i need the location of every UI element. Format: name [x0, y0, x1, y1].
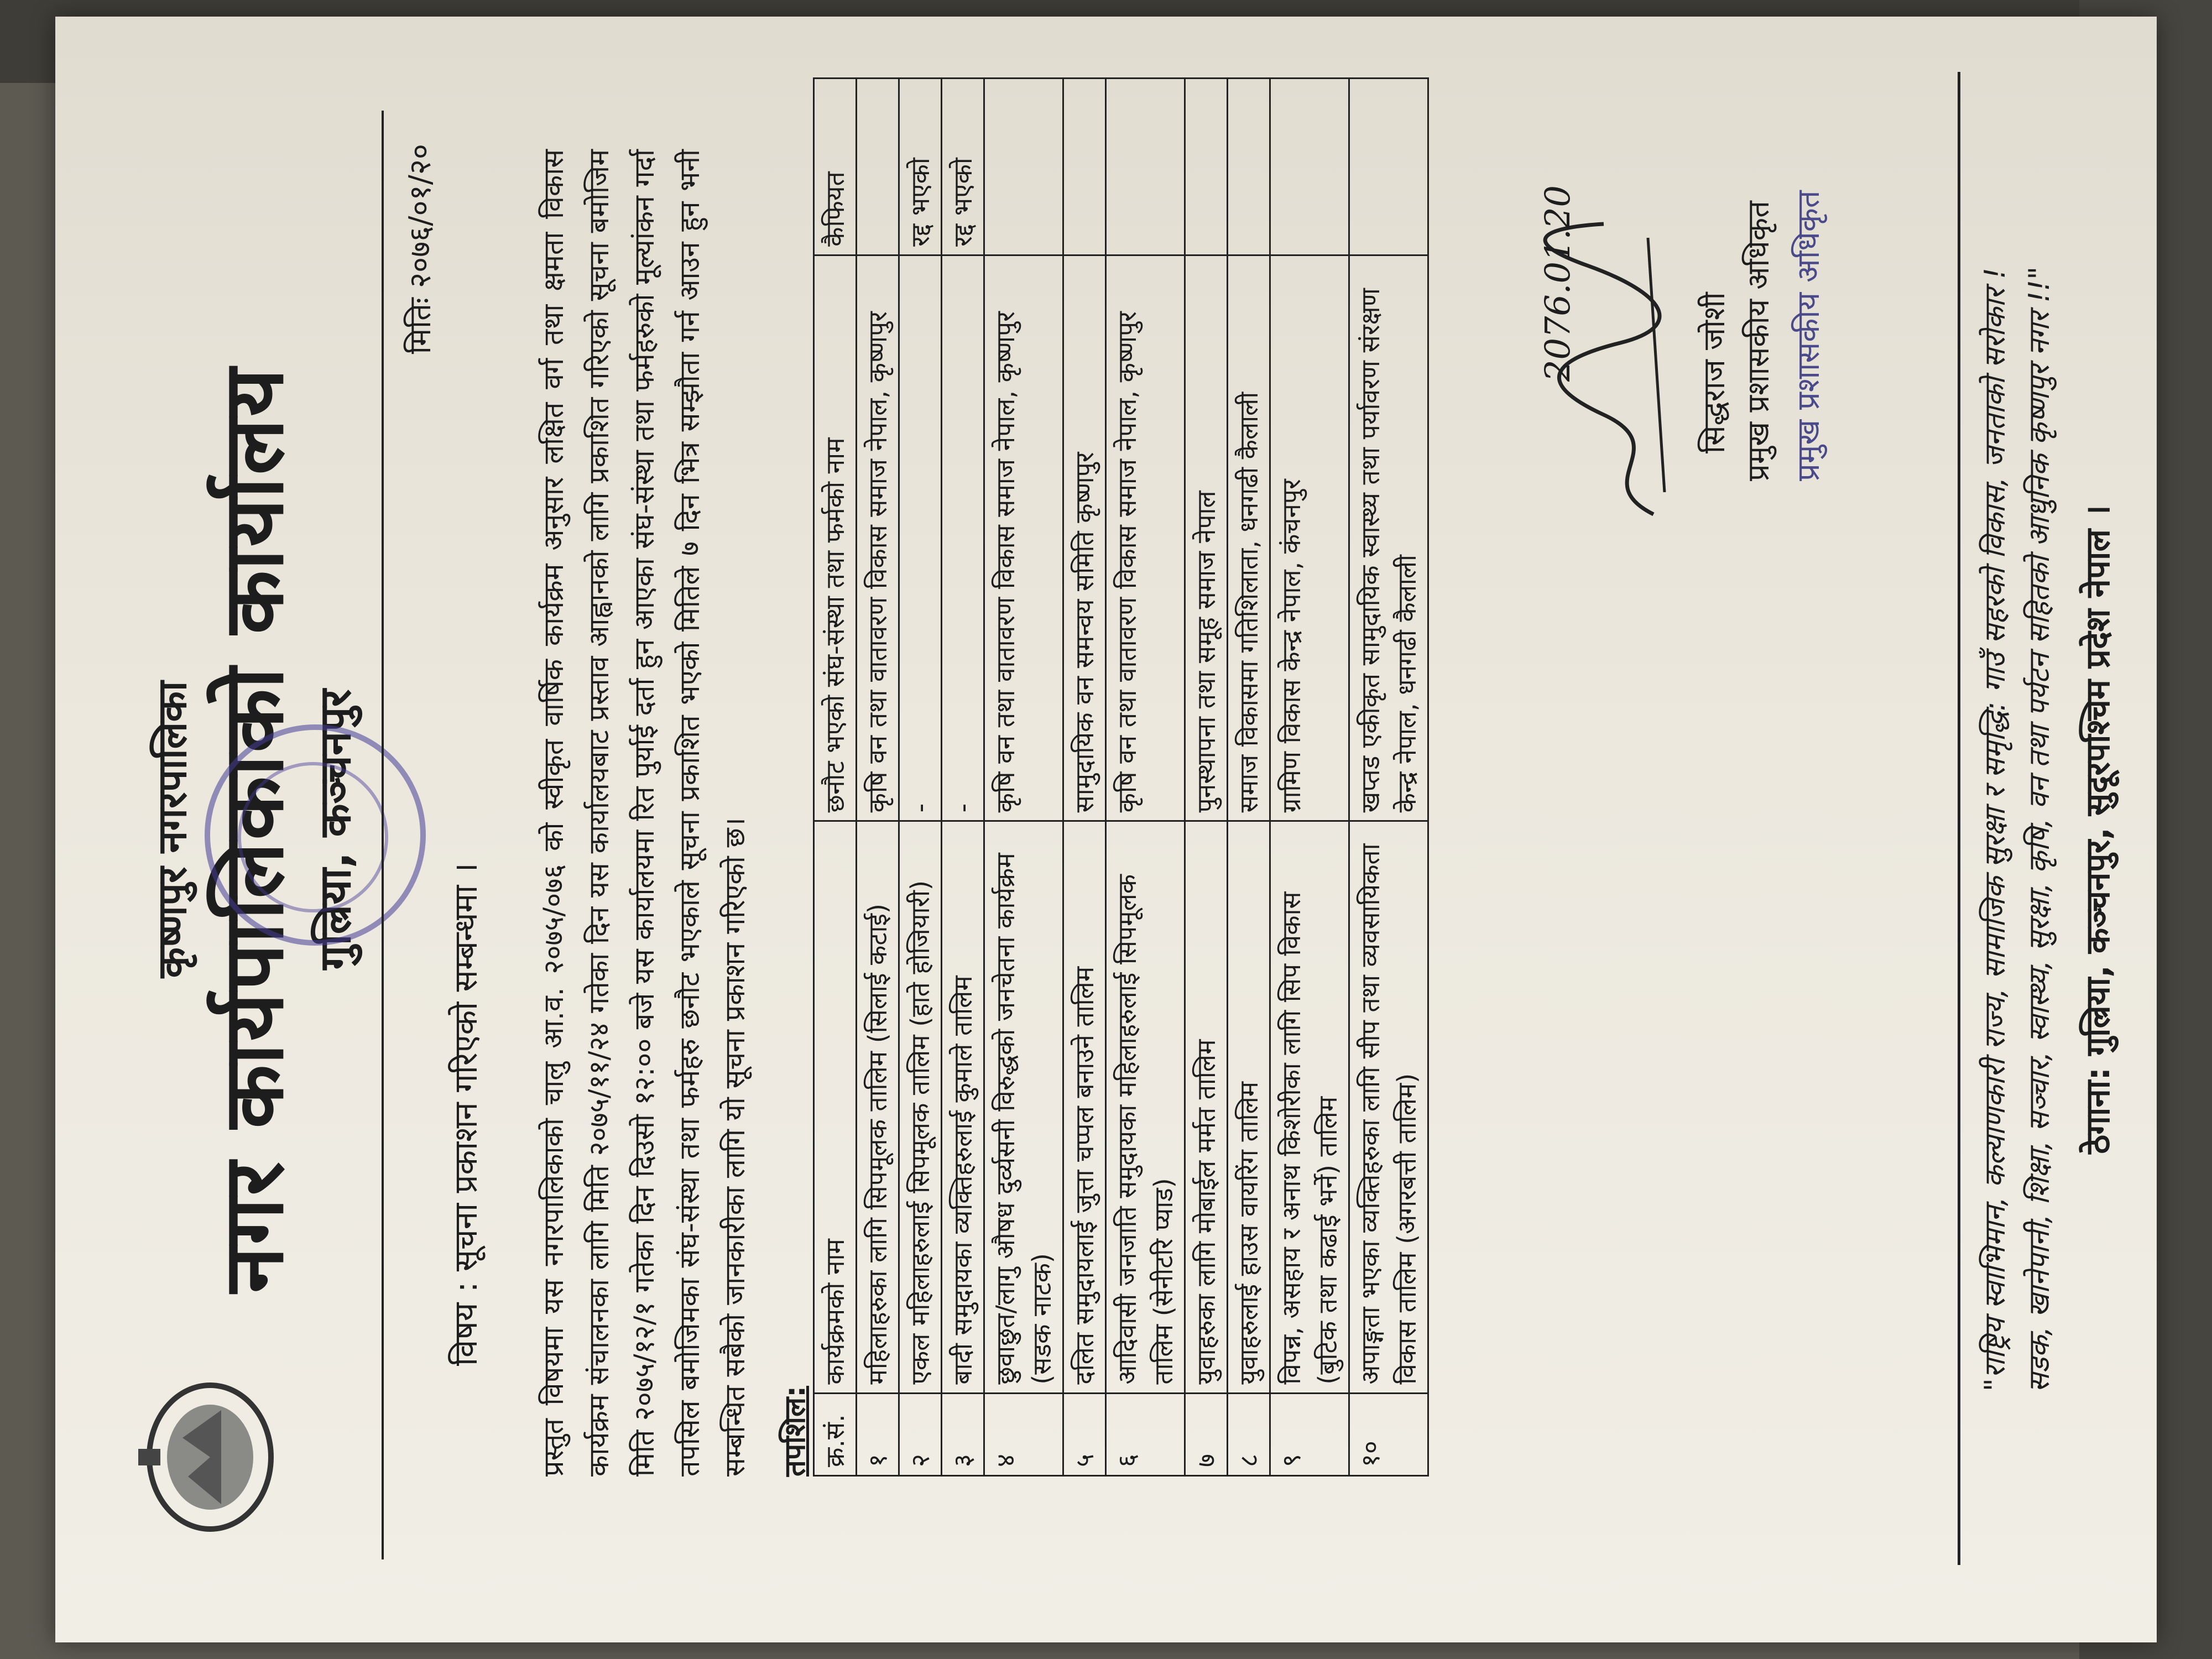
cell-organization: -	[942, 255, 984, 821]
footer-motto-line2: सडक, खानेपानी, शिक्षा, सञ्चार, स्वास्थ्य, सुरक्षा, कृषि, वन तथा पर्यटन सहितको आधुनिक कृष्णपुर नगर !!"	[2023, 266, 2056, 1393]
program-table	[813, 77, 1429, 1477]
footer-address: ठेगाना: गुल्रिया, कञ्चनपुर, सुदूरपश्चिम प्रदेश नेपाल ।	[2079, 505, 2117, 1154]
cell-remarks	[1106, 79, 1185, 255]
cell-organization: सामुदायिक वन समन्वय समिति कृष्णपुर	[1063, 255, 1106, 821]
notice-date: मितिः २०७६/०१/२०	[403, 144, 437, 354]
cell-sn: ७	[1185, 1393, 1228, 1475]
signatory-title: प्रमुख प्रशासकीय अधिकृत	[1741, 201, 1776, 481]
details-label: तपशिल:	[779, 1385, 812, 1477]
cell-sn: १	[857, 1393, 899, 1475]
cell-organization: कृषि वन तथा वातावरण विकास समाज नेपाल, कृष्णपुर	[984, 255, 1063, 821]
cell-remarks	[1185, 79, 1228, 255]
signatory-stamp: प्रमुख प्रशासकीय अधिकृत	[1791, 190, 1827, 481]
table-row	[857, 79, 899, 1476]
cell-remarks	[1270, 79, 1349, 255]
cell-sn: ६	[1106, 1393, 1185, 1475]
notice-subject: विषय : सूचना प्रकाशन गरिएको सम्बन्धमा ।	[447, 863, 484, 1366]
cell-program: एकल महिलाहरुलाई सिपमूलक तालिम (हाते होजियारी)	[899, 821, 942, 1393]
municipality-name: कृष्णपुर नगरपालिका	[149, 681, 195, 978]
office-stamp	[205, 724, 426, 946]
cell-program: छुवाछुत/लागु औषध दुर्व्यसनी विरुद्धको जनचेतना कार्यक्रम (सडक नाटक)	[984, 821, 1063, 1393]
cell-program: बादी समुदायका व्यक्तिहरुलाई कुमाले तालिम	[942, 821, 984, 1393]
cell-sn: ९	[1270, 1393, 1349, 1475]
office-name: नगर कार्यपालिकाको कार्यालय	[206, 366, 302, 1293]
footer-divider	[1958, 72, 1960, 1565]
cell-organization: कृषि वन तथा वातावरण विकास समाज नेपाल, कृष्णपुर	[1106, 255, 1185, 821]
cell-remarks: रद्द भएको	[942, 79, 984, 255]
cell-program: युवाहरुलाई हाउस वायरिंग तालिम	[1228, 821, 1270, 1393]
cell-remarks	[1063, 79, 1106, 255]
cell-remarks	[1349, 79, 1428, 255]
cell-sn: १०	[1349, 1393, 1428, 1475]
table-row	[1349, 79, 1428, 1476]
cell-remarks	[984, 79, 1063, 255]
header-program: कार्यक्रमको नाम	[814, 821, 857, 1393]
table-row	[899, 79, 942, 1476]
header-sn: क्र.सं.	[814, 1393, 857, 1475]
table-row	[942, 79, 984, 1476]
table-row	[1185, 79, 1228, 1476]
table-row	[1270, 79, 1349, 1476]
cell-program: विपन्न, असहाय र अनाथ किशोरीका लागि सिप विकास (बुटिक तथा कढाई भर्ने) तालिम	[1270, 821, 1349, 1393]
table-row	[1063, 79, 1106, 1476]
cell-program: आदिवासी जनजाति समुदायका महिलाहरुलाई सिपमूलक तालिम (सेनीटरि प्याड)	[1106, 821, 1185, 1393]
cell-organization: समाज विकासमा गतिशिलाता, धनगढी कैलाली	[1228, 255, 1270, 821]
table-header-row	[814, 79, 857, 1476]
cell-sn: ५	[1063, 1393, 1106, 1475]
cell-organization: ग्रामिण विकास केन्द्र नेपाल, कंचनपुर	[1270, 255, 1349, 821]
notice-body: प्रस्तुत विषयमा यस नगरपालिकाको चालु आ.व. २०७५/०७६ को स्वीकृत वार्षिक कार्यक्रम अनुसार लक्षित वर्ग तथा क्षमता विकास कार्यक्रम संचालनका लागि मिति २०७५/११/२४ गतेका दिन यस कार्यालयबाट प्रस्ताव आह्वानको लागि प्रकाशित गरिएको सूचना बमोजिम मिति २०७५/१२/१ गतेका दिन दिउसो १२:०० बजे यस कार्यालयमा रित पुर्याई दर्ता हुन आएका संघ-संस्था तथा फर्महरुको मूल्यांकन गर्दा तपसिल बमोजिमका संघ-संस्था तथा फर्महरु छनौट भएकाले सूचना प्रकाशित भएको मितिले ७ दिन भित्र सम्झौता गर्न आउन हुन भनी सम्बन्धित सबैको जानकारीका लागि यो सूचना प्रकाशन गरिएको छ।	[538, 149, 751, 1477]
footer-motto-line1: "राष्ट्रिय स्वाभिमान, कल्याणकारी राज्य, सामाजिक सुरक्षा र समृद्धि: गाउँ सहरको विकास, जनताको सरोकार !	[1979, 267, 2012, 1392]
table-row	[984, 79, 1063, 1476]
header-divider	[382, 111, 384, 1559]
header-organization: छनौट भएको संघ-संस्था तथा फर्मको नाम	[814, 255, 857, 821]
cell-program: महिलाहरुका लागि सिपमूलक तालिम (सिलाई कटाई)	[857, 821, 899, 1393]
cell-program: युवाहरुका लागि मोबाईल मर्मत तालिम	[1185, 821, 1228, 1393]
signature-date: 2076.01.20	[1537, 185, 1578, 382]
office-address: गुल्रिया, कञ्चनपुर	[311, 689, 361, 970]
cell-organization: पुनस्थापना तथा समूह समाज नेपाल	[1185, 255, 1228, 821]
header-remarks: कैफियत	[814, 79, 857, 255]
cell-program: दलित समुदायलाई जुत्ता चप्पल बनाउने तालिम	[1063, 821, 1106, 1393]
cell-organization: कृषि वन तथा वातावरण विकास समाज नेपाल, कृष्णपुर	[857, 255, 899, 821]
cell-sn: ४	[984, 1393, 1063, 1475]
cell-remarks	[1228, 79, 1270, 255]
table-row	[1106, 79, 1185, 1476]
cell-sn: ८	[1228, 1393, 1270, 1475]
cell-sn: ३	[942, 1393, 984, 1475]
cell-program: अपाङ्गता भएका व्यक्तिहरुका लागि सीप तथा व्यवसायिकता विकास तालिम (अगरबत्ती तालिम)	[1349, 821, 1428, 1393]
cell-remarks: रद्द भएको	[899, 79, 942, 255]
signatory-name: सिद्धराज जोशी	[1697, 292, 1731, 453]
cell-organization: खप्तड एकीकृत सामुदायिक स्वास्थ्य तथा पर्यावरण संरक्षण केन्द्र नेपाल, धनगढी कैलाली	[1349, 255, 1428, 821]
cell-remarks	[857, 79, 899, 255]
cell-sn: २	[899, 1393, 942, 1475]
cell-organization: -	[899, 255, 942, 821]
notice-document	[55, 17, 2157, 1642]
table-row	[1228, 79, 1270, 1476]
